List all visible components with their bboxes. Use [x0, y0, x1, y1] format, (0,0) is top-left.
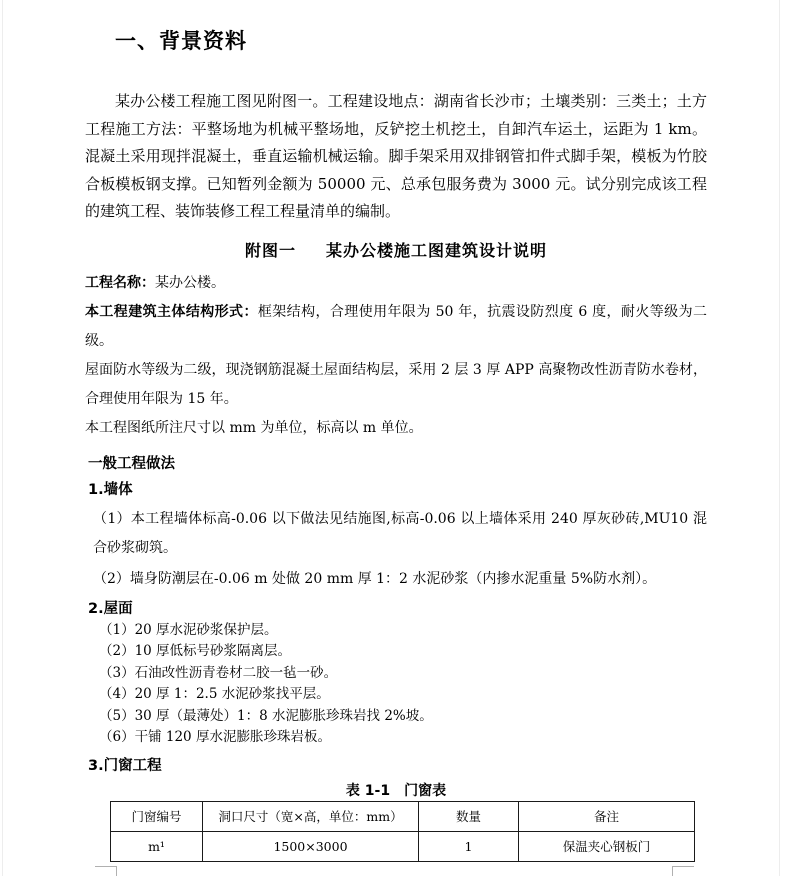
roof-item-1: （1）20 厚水泥砂浆保护层。 [99, 621, 278, 638]
table-caption-title: 门窗表 [404, 782, 447, 799]
structure-form-label: 本工程建筑主体结构形式： [85, 303, 258, 320]
door-window-table [110, 801, 695, 862]
intro-paragraph: 某办公楼工程施工图见附图一。工程建设地点：湖南省长沙市；土壤类别：三类土；土方工程施工方法：平整场地为机械平整场地，反铲挖土机挖土，自卸汽车运土，运距为 1 km。混凝土采用现拌混凝土，垂直运输机械运输。脚手架采用双排钢管扣件式脚手架，模板为竹胶合板模板钢支撑。已知暂列金额为 50000 元、总承包服务费为 3000 元。试分别完成该工程的建筑工程、装饰装修工程工程量清单的编制。 [85, 92, 707, 220]
attachment-figure-title [85, 239, 707, 263]
wall-section-heading: 1.墙体 [88, 481, 133, 498]
roof-item-6: （6）干铺 120 厚水泥膨胀珍珠岩板。 [99, 729, 331, 745]
main-heading: 一、背景资料 [115, 29, 247, 53]
table-caption-label: 表 1-1 [345, 782, 391, 799]
roof-waterproofing-paragraph: 屋面防水等级为二级，现浇钢筋混凝土屋面结构层，采用 2 层 3 厚 APP 高聚物改性沥青防水卷材，合理使用年限为 15 年。 [85, 361, 707, 407]
page-right-edge [779, 0, 780, 876]
table-header-note: 备注 [519, 801, 695, 831]
table-row [111, 831, 695, 861]
table-cell-note: 保温夹心钢板门 [519, 831, 695, 861]
page-crop-mark-right [672, 866, 694, 876]
table-header-row [111, 801, 695, 831]
structure-form-paragraph [85, 298, 707, 356]
table-header-code: 门窗编号 [111, 801, 203, 831]
wall-item-2: （2）墙身防潮层在-0.06 m 处做 20 mm 厚 1：2 水泥砂浆（内掺水泥重量 5%防水剂）。 [93, 570, 657, 587]
table-header-size: 洞口尺寸（宽×高，单位：mm） [203, 801, 419, 831]
roof-item-2: （2）10 厚低标号砂浆隔离层。 [99, 643, 292, 659]
page-left-edge [2, 0, 3, 876]
wall-item-1: （1）本工程墙体标高-0.06 以下做法见结施图,标高-0.06 以上墙体采用 240 厚灰砂砖,MU10 混合砂浆砌筑。 [93, 510, 707, 556]
structure-form-value: 框架结构，合理使用年限为 50 年，抗震设防烈度 6 度，耐火等级为二级。 [85, 303, 707, 349]
table-header-qty: 数量 [419, 801, 519, 831]
table-cell-qty: 1 [419, 831, 519, 861]
general-practice-heading: 一般工程做法 [88, 455, 175, 472]
document-content [85, 0, 707, 862]
table-cell-code: m¹ [111, 831, 203, 861]
project-name-label: 工程名称： [85, 274, 155, 291]
roof-section-heading: 2.屋面 [88, 600, 133, 617]
units-note-paragraph: 本工程图纸所注尺寸以 mm 为单位，标高以 m 单位。 [85, 419, 423, 436]
doors-windows-heading: 3.门窗工程 [88, 757, 162, 774]
attachment-title-text: 某办公楼施工图建筑设计说明 [326, 240, 548, 260]
project-name-paragraph [85, 269, 707, 298]
roof-item-3: （3）石油改性沥青卷材二胶一毡一砂。 [99, 664, 338, 681]
roof-item-5: （5）30 厚（最薄处）1：8 水泥膨胀珍珠岩找 2%坡。 [99, 707, 433, 724]
project-name-value: 某办公楼。 [155, 274, 225, 291]
table-cell-size: 1500×3000 [203, 831, 419, 861]
attachment-label: 附图一 [244, 240, 296, 260]
page-crop-mark-left [95, 866, 117, 876]
door-window-table-caption [85, 783, 707, 799]
roof-item-4: （4）20 厚 1：2.5 水泥砂浆找平层。 [99, 686, 330, 702]
roof-layers-list [85, 620, 707, 749]
